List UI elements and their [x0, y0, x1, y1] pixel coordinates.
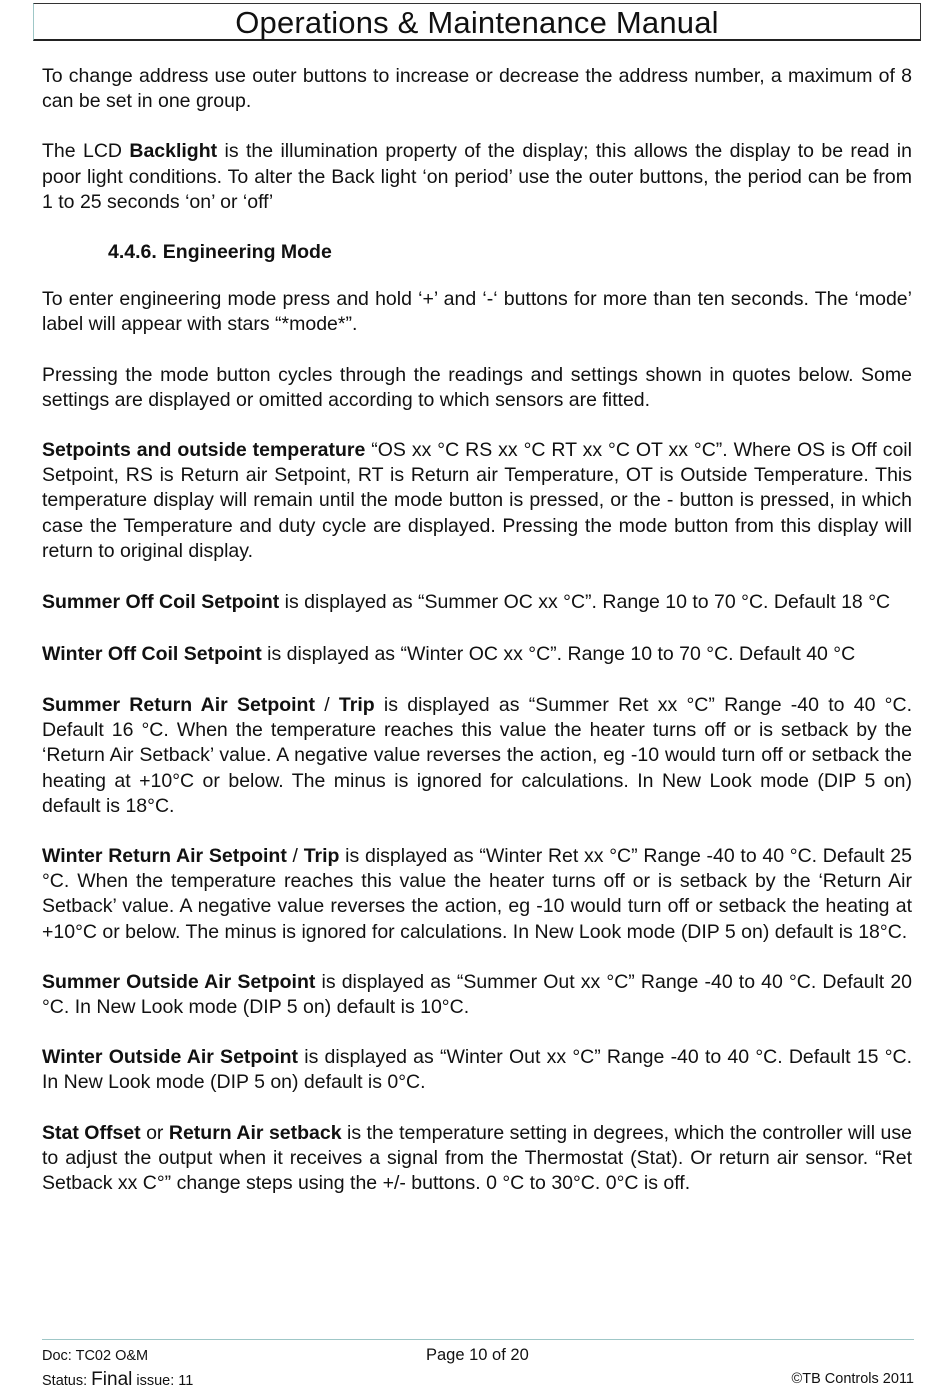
paragraph-p9 [42, 844, 912, 945]
paragraph-p10 [42, 970, 912, 1020]
paragraph-p7 [42, 641, 912, 668]
text-run: “OS xx °C RS xx °C RT xx °C OT xx °C”. Where OS is Off coil Setpoint, RS is Return air Setpoint, RT is Return air Temperature, OT is Outside Temperature. This temperature display will remain until the mode button is pressed, or the - button is pressed, in which case the Temperature and duty cycle are displayed. Pressing the mode button from this display will return to original display. [42, 439, 912, 562]
doc-id: Doc: TC02 O&M [42, 1348, 149, 1364]
page-footer [42, 1339, 914, 1390]
document-body [42, 64, 912, 1196]
paragraph-p8 [42, 693, 912, 819]
paragraph-p12 [42, 1121, 912, 1197]
text-run: To enter engineering mode press and hold ‘+’ and ‘-‘ buttons for more than ten seconds. The ‘mode’ label will appear with stars “*mode*”. [42, 288, 912, 336]
status-line [42, 1369, 193, 1391]
bold-term: Stat Offset [42, 1121, 141, 1144]
text-run: is displayed as “Summer Ret xx °C” Range -40 to 40 °C. Default 16 °C. When the temperature reaches this value the heater turns off or is setback by the ‘Return Air Setback’ value. A negative value reverses the action, eg -10 would turn off or setback the heating at +10°C or below. The minus is ignored for calculations. In New Look mode (DIP 5 on) default is 18°C. [42, 694, 912, 817]
text-run: / [314, 694, 339, 717]
bold-term: Summer Off Coil Setpoint [42, 591, 280, 614]
text-run: is the temperature setting in degrees, which the controller will use to adjust the output when it receives a signal from the Thermostat (Stat). Or return air sensor. “Ret Setback xx C°” change steps using the +/- buttons. 0 °C to 30°C. 0°C is off. [42, 1121, 912, 1195]
paragraph-p5 [42, 438, 912, 564]
page-header [33, 3, 921, 41]
bold-term: Summer Outside Air Setpoint [42, 970, 316, 993]
page-number: Page 10 of 20 [426, 1346, 529, 1364]
paragraph-p3 [42, 287, 912, 337]
bold-term: Return Air setback [168, 1121, 342, 1144]
paragraph-p11 [42, 1045, 912, 1095]
paragraph-p6 [42, 589, 912, 616]
text-run: / [286, 845, 304, 868]
manual-title: Operations & Maintenance Manual [235, 5, 719, 40]
text-run: To change address use outer buttons to increase or decrease the address number, a maximum of 8 can be set in one group. [42, 65, 912, 113]
text-run: is displayed as “Winter Out xx °C” Range -40 to 40 °C. Default 15 °C. In New Look mode (DIP 5 on) default is 0°C. [42, 1046, 912, 1094]
text-run: is displayed as “Winter OC xx °C”. Range 10 to 70 °C. Default 40 °C [261, 643, 856, 666]
paragraph-p2 [42, 139, 912, 215]
bold-term: Winter Return Air Setpoint [42, 845, 287, 868]
section-title: Engineering Mode [162, 241, 332, 264]
text-run: The LCD [42, 140, 130, 163]
bold-term: Trip [303, 845, 340, 868]
bold-term: Backlight [129, 140, 218, 163]
bold-term: Trip [338, 694, 375, 717]
bold-term: Setpoints and outside temperature [42, 439, 366, 462]
text-run: Pressing the mode button cycles through the readings and settings shown in quotes below. Some settings are displayed or omitted according to which sensors are fitted. [42, 363, 912, 411]
text-run: or [140, 1121, 169, 1144]
status-label: Status: [42, 1373, 92, 1389]
status-value: Final [91, 1369, 133, 1390]
section-heading [108, 240, 912, 265]
paragraph-p4 [42, 363, 912, 413]
issue-number: issue: 11 [132, 1373, 194, 1389]
copyright: ©TB Controls 2011 [791, 1371, 914, 1387]
text-run: is the illumination property of the display; this allows the display to be read in poor light conditions. To alter the Back light ‘on period’ use the outer buttons, the period can be from 1 to 25 seconds ‘on’ or ‘off’ [42, 140, 912, 213]
text-run: is displayed as “Summer OC xx °C”. Range 10 to 70 °C. Default 18 °C [279, 591, 891, 614]
text-run: is displayed as “Summer Out xx °C” Range -40 to 40 °C. Default 20 °C. In New Look mode (DIP 5 on) default is 10°C. [42, 970, 913, 1019]
section-number: 4.4.6. [108, 241, 157, 264]
bold-term: Winter Outside Air Setpoint [42, 1046, 299, 1069]
text-run: is displayed as “Winter Ret xx °C” Range -40 to 40 °C. Default 25 °C. When the temperature reaches this value the heater turns off or is setback by the ‘Return Air Setback’ value. A negative value reverses the action, eg -10 would turn off or setback the heating at +10°C or below. The minus is ignored for calculations. In New Look mode (DIP 5 on) default is 18°C. [42, 845, 912, 943]
paragraph-p1 [42, 64, 912, 114]
bold-term: Winter Off Coil Setpoint [42, 643, 262, 666]
bold-term: Summer Return Air Setpoint [42, 694, 315, 717]
